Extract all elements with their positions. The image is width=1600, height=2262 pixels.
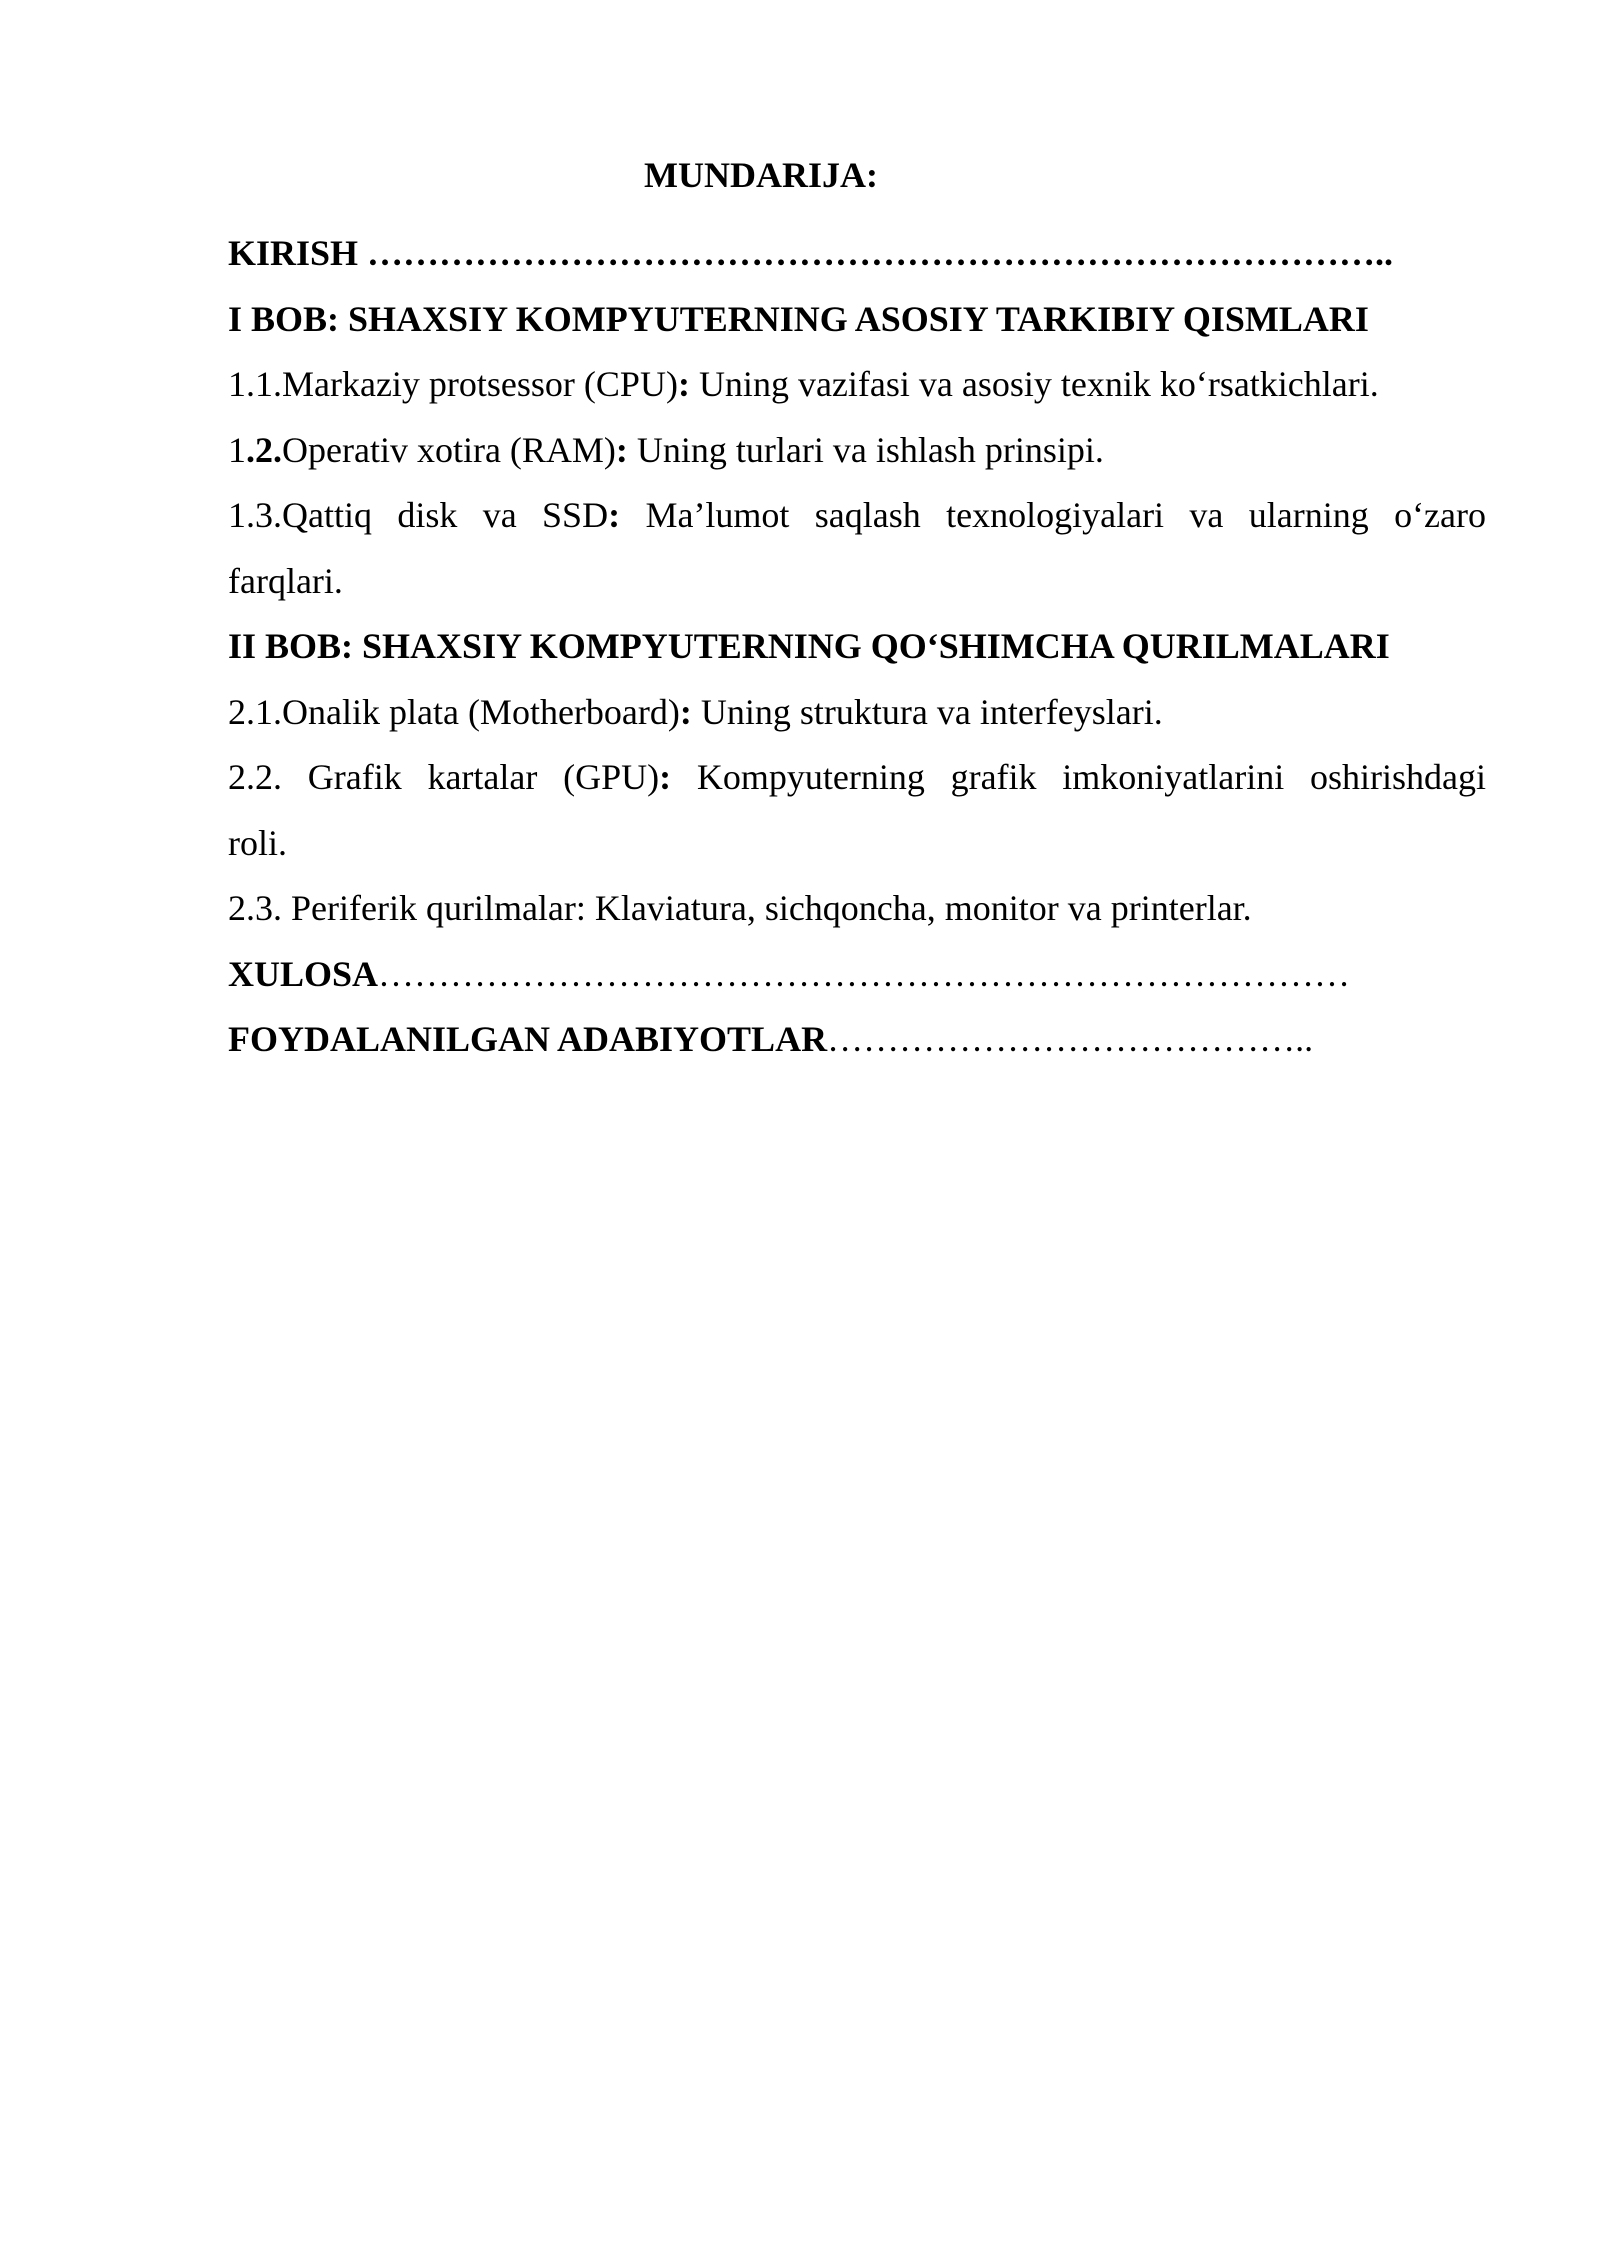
section-colon: :: [608, 495, 621, 535]
section-line-2: farqlari.: [228, 560, 343, 601]
section-text: Uning turlari va ishlash prinsipi.: [627, 429, 1104, 470]
toc-section-1-2: [228, 418, 1486, 484]
toc-entry-adabiyotlar: [228, 1007, 1486, 1073]
toc-entry-xulosa: [228, 942, 1486, 1008]
section-colon: :: [659, 757, 672, 797]
section-number: 2.2.: [228, 757, 282, 797]
toc-chapter-2: II BOB: SHAXSIY KOMPYUTERNING QO‘SHIMCHA QURILMALARI: [228, 626, 1390, 666]
toc-section-2-3: 2.3. Periferik qurilmalar: Klaviatura, sichqoncha, monitor va printerlar.: [228, 888, 1252, 928]
toc-section-1-1: [228, 352, 1486, 418]
section-number-part: 1: [228, 429, 246, 470]
toc-section-1-3: [228, 483, 1486, 614]
toc-entry-label: FOYDALANILGAN ADABIYOTLAR: [228, 1019, 828, 1059]
toc-chapter-1: I BOB: SHAXSIY KOMPYUTERNING ASOSIY TARKIBIY QISMLARI: [228, 298, 1369, 339]
table-of-contents: [228, 221, 1486, 1073]
section-name: Onalik plata (Motherboard): [282, 691, 680, 732]
section-number-part: .2.: [246, 429, 282, 470]
toc-section-2-2: [228, 745, 1486, 876]
section-name: Markaziy protsessor (CPU): [282, 364, 678, 404]
section-name: Qattiq disk va SSD: [282, 495, 609, 535]
section-text: Ma’lumot saqlash texnologiyalari va ularning o‘zaro: [620, 495, 1487, 535]
section-colon: :: [677, 364, 690, 404]
toc-section-2-1: [228, 680, 1486, 746]
section-text: Uning struktura va interfeyslari.: [691, 691, 1163, 732]
section-text: Kompyuterning grafik imkoniyatlarini oshirishdagi: [671, 757, 1486, 797]
section-line-1: [228, 745, 1486, 811]
toc-leader-dots: ………………………………………………………………………: [378, 953, 1351, 994]
toc-title: MUNDARIJA:: [644, 155, 878, 195]
section-colon: :: [679, 691, 692, 732]
toc-leader-dots: …………………………………………………………………………..: [358, 233, 1394, 273]
section-number: 2.1.: [228, 691, 282, 732]
section-name: Grafik kartalar (GPU): [282, 757, 660, 797]
section-line-1: [228, 483, 1486, 549]
section-colon: :: [615, 429, 628, 470]
toc-entry-label: XULOSA: [228, 953, 379, 994]
section-text: Uning vazifasi va asosiy texnik ko‘rsatkichlari.: [689, 364, 1379, 404]
section-number: 1.3.: [228, 495, 282, 535]
toc-entry-label: KIRISH: [228, 233, 359, 273]
section-name: Operativ xotira (RAM): [282, 429, 616, 470]
toc-leader-dots: …………………………………..: [827, 1019, 1314, 1059]
section-number: 1.1.: [228, 364, 282, 404]
toc-entry-kirish: [228, 221, 1486, 287]
section-line-2: roli.: [228, 822, 287, 863]
